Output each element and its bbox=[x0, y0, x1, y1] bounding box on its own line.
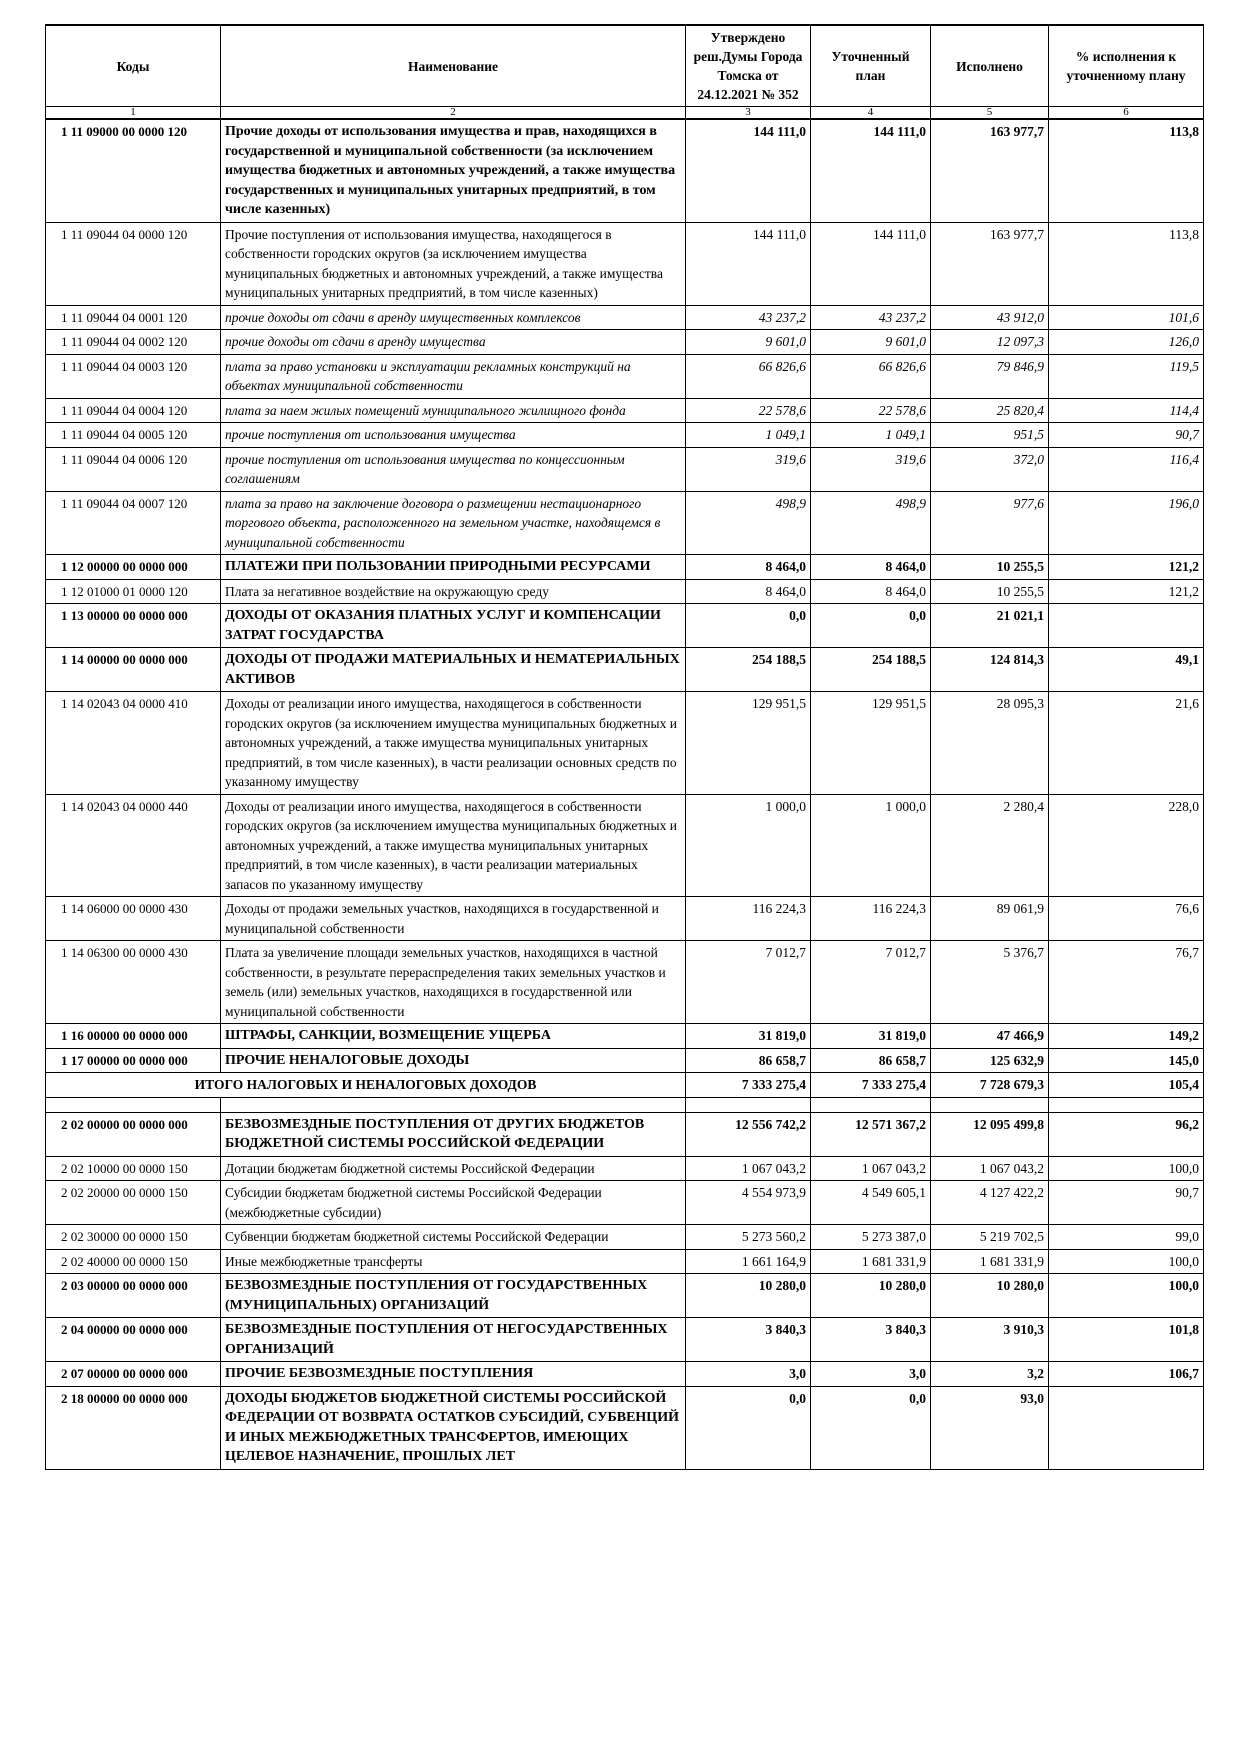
row-name: БЕЗВОЗМЕЗДНЫЕ ПОСТУПЛЕНИЯ ОТ ГОСУДАРСТВЕННЫХ (МУНИЦИПАЛЬНЫХ) ОРГАНИЗАЦИЙ bbox=[221, 1274, 686, 1318]
row-code: 1 14 06000 00 0000 430 bbox=[46, 897, 221, 941]
row-plan: 1 067 043,2 bbox=[811, 1156, 931, 1181]
row-code: 2 02 10000 00 0000 150 bbox=[46, 1156, 221, 1181]
row-approved: 66 826,6 bbox=[686, 354, 811, 398]
row-code: 2 02 00000 00 0000 000 bbox=[46, 1112, 221, 1156]
row-approved: 498,9 bbox=[686, 491, 811, 555]
row-plan: 8 464,0 bbox=[811, 579, 931, 604]
row-percent: 100,0 bbox=[1049, 1249, 1204, 1274]
row-approved: 12 556 742,2 bbox=[686, 1112, 811, 1156]
row-code: 2 02 40000 00 0000 150 bbox=[46, 1249, 221, 1274]
row-code: 1 11 09044 04 0003 120 bbox=[46, 354, 221, 398]
row-percent: 149,2 bbox=[1049, 1024, 1204, 1049]
row-percent: 90,7 bbox=[1049, 1181, 1204, 1225]
column-number: 6 bbox=[1049, 107, 1204, 120]
row-plan: 1 681 331,9 bbox=[811, 1249, 931, 1274]
row-plan: 0,0 bbox=[811, 1386, 931, 1469]
row-percent: 49,1 bbox=[1049, 648, 1204, 692]
row-executed: 10 255,5 bbox=[931, 579, 1049, 604]
table-row bbox=[46, 604, 1204, 648]
row-executed: 12 095 499,8 bbox=[931, 1112, 1049, 1156]
table-row bbox=[46, 354, 1204, 398]
row-plan: 0,0 bbox=[811, 604, 931, 648]
row-approved: 3 840,3 bbox=[686, 1318, 811, 1362]
row-executed: 21 021,1 bbox=[931, 604, 1049, 648]
column-number: 3 bbox=[686, 107, 811, 120]
row-code: 1 14 02043 04 0000 410 bbox=[46, 692, 221, 795]
spacer-cell bbox=[46, 1097, 221, 1112]
table-row bbox=[46, 648, 1204, 692]
row-executed: 43 912,0 bbox=[931, 305, 1049, 330]
row-approved: 1 661 164,9 bbox=[686, 1249, 811, 1274]
row-percent: 113,8 bbox=[1049, 222, 1204, 305]
row-name: Иные межбюджетные трансферты bbox=[221, 1249, 686, 1274]
row-approved: 4 554 973,9 bbox=[686, 1181, 811, 1225]
row-name: плата за наем жилых помещений муниципального жилищного фонда bbox=[221, 398, 686, 423]
row-name: прочие поступления от использования имущества по концессионным соглашениям bbox=[221, 447, 686, 491]
row-approved: 31 819,0 bbox=[686, 1024, 811, 1049]
header-codes: Коды bbox=[46, 25, 221, 107]
row-percent: 113,8 bbox=[1049, 119, 1204, 222]
table-row bbox=[46, 1048, 1204, 1073]
row-executed: 1 681 331,9 bbox=[931, 1249, 1049, 1274]
row-executed: 977,6 bbox=[931, 491, 1049, 555]
table-row bbox=[46, 579, 1204, 604]
row-approved: 1 000,0 bbox=[686, 794, 811, 897]
row-executed: 372,0 bbox=[931, 447, 1049, 491]
row-code: 1 11 09044 04 0001 120 bbox=[46, 305, 221, 330]
row-plan: 3,0 bbox=[811, 1362, 931, 1387]
row-code: 2 02 20000 00 0000 150 bbox=[46, 1181, 221, 1225]
row-approved: 22 578,6 bbox=[686, 398, 811, 423]
row-approved: 7 012,7 bbox=[686, 941, 811, 1024]
row-plan: 129 951,5 bbox=[811, 692, 931, 795]
table-row bbox=[46, 692, 1204, 795]
row-name: БЕЗВОЗМЕЗДНЫЕ ПОСТУПЛЕНИЯ ОТ НЕГОСУДАРСТВЕННЫХ ОРГАНИЗАЦИЙ bbox=[221, 1318, 686, 1362]
row-code: 2 18 00000 00 0000 000 bbox=[46, 1386, 221, 1469]
row-approved: 3,0 bbox=[686, 1362, 811, 1387]
table-row bbox=[46, 330, 1204, 355]
row-plan: 144 111,0 bbox=[811, 119, 931, 222]
row-name: плата за право установки и эксплуатации рекламных конструкций на объектах муниципальной собственности bbox=[221, 354, 686, 398]
row-plan: 5 273 387,0 bbox=[811, 1225, 931, 1250]
table-row bbox=[46, 1225, 1204, 1250]
row-code: 1 14 02043 04 0000 440 bbox=[46, 794, 221, 897]
row-name: БЕЗВОЗМЕЗДНЫЕ ПОСТУПЛЕНИЯ ОТ ДРУГИХ БЮДЖЕТОВ БЮДЖЕТНОЙ СИСТЕМЫ РОССИЙСКОЙ ФЕДЕРАЦИИ bbox=[221, 1112, 686, 1156]
row-approved: 0,0 bbox=[686, 1386, 811, 1469]
spacer-cell bbox=[931, 1097, 1049, 1112]
table-row bbox=[46, 1274, 1204, 1318]
row-code: 1 12 01000 01 0000 120 bbox=[46, 579, 221, 604]
row-executed: 1 067 043,2 bbox=[931, 1156, 1049, 1181]
column-number-row bbox=[46, 107, 1204, 120]
table-body bbox=[46, 119, 1204, 1469]
row-plan: 1 000,0 bbox=[811, 794, 931, 897]
row-percent: 90,7 bbox=[1049, 423, 1204, 448]
row-code: 1 11 09044 04 0006 120 bbox=[46, 447, 221, 491]
row-approved: 116 224,3 bbox=[686, 897, 811, 941]
table-row bbox=[46, 423, 1204, 448]
row-name: ПРОЧИЕ БЕЗВОЗМЕЗДНЫЕ ПОСТУПЛЕНИЯ bbox=[221, 1362, 686, 1387]
row-executed: 89 061,9 bbox=[931, 897, 1049, 941]
row-approved: 319,6 bbox=[686, 447, 811, 491]
row-plan: 66 826,6 bbox=[811, 354, 931, 398]
row-executed: 163 977,7 bbox=[931, 119, 1049, 222]
row-name: Прочие поступления от использования имущества, находящегося в собственности городских округов (за исключением имущества муниципальных бюджетных и автономных учреждений, а также имущества муниципальных унитарных предприятий, в том числе казенных) bbox=[221, 222, 686, 305]
row-percent: 106,7 bbox=[1049, 1362, 1204, 1387]
row-name: ПРОЧИЕ НЕНАЛОГОВЫЕ ДОХОДЫ bbox=[221, 1048, 686, 1073]
row-code: 1 12 00000 00 0000 000 bbox=[46, 555, 221, 580]
row-name: Доходы от реализации иного имущества, находящегося в собственности городских округов (за исключением имущества муниципальных бюджетных и автономных учреждений, а также имущества муниципальных унитарных предприятий, в том числе казенных), в части реализации материальных запасов по указанному имуществу bbox=[221, 794, 686, 897]
row-name: Плата за негативное воздействие на окружающую среду bbox=[221, 579, 686, 604]
row-code: 1 11 09044 04 0004 120 bbox=[46, 398, 221, 423]
spacer-cell bbox=[811, 1097, 931, 1112]
row-approved: 10 280,0 bbox=[686, 1274, 811, 1318]
row-plan: 498,9 bbox=[811, 491, 931, 555]
row-percent: 76,7 bbox=[1049, 941, 1204, 1024]
row-code: 1 13 00000 00 0000 000 bbox=[46, 604, 221, 648]
row-code: 1 11 09044 04 0007 120 bbox=[46, 491, 221, 555]
row-name: плата за право на заключение договора о размещении нестационарного торгового объекта, расположенного на земельном участке, находящемся в муниципальной собственности bbox=[221, 491, 686, 555]
row-approved: 9 601,0 bbox=[686, 330, 811, 355]
row-executed: 93,0 bbox=[931, 1386, 1049, 1469]
row-name: Прочие доходы от использования имущества и прав, находящихся в государственной и муниципальной собственности (за исключением имущества бюджетных и автономных учреждений, а также имущества государственных и муниципальных унитарных предприятий, в том числе казенных) bbox=[221, 119, 686, 222]
row-code: 1 11 09044 04 0002 120 bbox=[46, 330, 221, 355]
row-plan: 116 224,3 bbox=[811, 897, 931, 941]
row-plan: 43 237,2 bbox=[811, 305, 931, 330]
table-row bbox=[46, 1073, 1204, 1098]
table-row bbox=[46, 941, 1204, 1024]
table-row bbox=[46, 794, 1204, 897]
row-name: Субсидии бюджетам бюджетной системы Российской Федерации (межбюджетные субсидии) bbox=[221, 1181, 686, 1225]
row-percent: 119,5 bbox=[1049, 354, 1204, 398]
header-approved: Утверждено реш.Думы Города Томска от 24.12.2021 № 352 bbox=[686, 25, 811, 107]
row-name: Доходы от реализации иного имущества, находящегося в собственности городских округов (за исключением имущества муниципальных бюджетных и автономных учреждений, а также имущества муниципальных унитарных предприятий, в том числе казенных), в части реализации основных средств по указанному имуществу bbox=[221, 692, 686, 795]
row-code: 1 11 09044 04 0000 120 bbox=[46, 222, 221, 305]
row-approved: 0,0 bbox=[686, 604, 811, 648]
row-executed: 7 728 679,3 bbox=[931, 1073, 1049, 1098]
row-approved: 5 273 560,2 bbox=[686, 1225, 811, 1250]
row-name: ДОХОДЫ ОТ ПРОДАЖИ МАТЕРИАЛЬНЫХ И НЕМАТЕРИАЛЬНЫХ АКТИВОВ bbox=[221, 648, 686, 692]
row-plan: 254 188,5 bbox=[811, 648, 931, 692]
table-row bbox=[46, 1181, 1204, 1225]
row-percent: 145,0 bbox=[1049, 1048, 1204, 1073]
row-executed: 2 280,4 bbox=[931, 794, 1049, 897]
row-plan: 9 601,0 bbox=[811, 330, 931, 355]
row-plan: 7 333 275,4 bbox=[811, 1073, 931, 1098]
row-name: Дотации бюджетам бюджетной системы Российской Федерации bbox=[221, 1156, 686, 1181]
total-label: ИТОГО НАЛОГОВЫХ И НЕНАЛОГОВЫХ ДОХОДОВ bbox=[46, 1073, 686, 1098]
row-name: прочие поступления от использования имущества bbox=[221, 423, 686, 448]
row-plan: 8 464,0 bbox=[811, 555, 931, 580]
row-executed: 124 814,3 bbox=[931, 648, 1049, 692]
row-percent: 99,0 bbox=[1049, 1225, 1204, 1250]
row-executed: 10 255,5 bbox=[931, 555, 1049, 580]
row-plan: 1 049,1 bbox=[811, 423, 931, 448]
row-approved: 8 464,0 bbox=[686, 555, 811, 580]
row-code: 2 07 00000 00 0000 000 bbox=[46, 1362, 221, 1387]
row-executed: 5 376,7 bbox=[931, 941, 1049, 1024]
table-row bbox=[46, 222, 1204, 305]
table-row bbox=[46, 119, 1204, 222]
spacer-cell bbox=[686, 1097, 811, 1112]
row-approved: 1 049,1 bbox=[686, 423, 811, 448]
table-row bbox=[46, 1318, 1204, 1362]
row-executed: 125 632,9 bbox=[931, 1048, 1049, 1073]
row-plan: 22 578,6 bbox=[811, 398, 931, 423]
row-name: ШТРАФЫ, САНКЦИИ, ВОЗМЕЩЕНИЕ УЩЕРБА bbox=[221, 1024, 686, 1049]
column-number: 5 bbox=[931, 107, 1049, 120]
row-plan: 144 111,0 bbox=[811, 222, 931, 305]
table-row bbox=[46, 447, 1204, 491]
row-name: прочие доходы от сдачи в аренду имущества bbox=[221, 330, 686, 355]
header-name: Наименование bbox=[221, 25, 686, 107]
row-approved: 144 111,0 bbox=[686, 119, 811, 222]
revenue-table bbox=[45, 24, 1204, 1470]
row-executed: 163 977,7 bbox=[931, 222, 1049, 305]
table-row bbox=[46, 1249, 1204, 1274]
row-name: прочие доходы от сдачи в аренду имущественных комплексов bbox=[221, 305, 686, 330]
row-percent bbox=[1049, 1386, 1204, 1469]
header-executed: Исполнено bbox=[931, 25, 1049, 107]
row-executed: 10 280,0 bbox=[931, 1274, 1049, 1318]
row-name: ПЛАТЕЖИ ПРИ ПОЛЬЗОВАНИИ ПРИРОДНЫМИ РЕСУРСАМИ bbox=[221, 555, 686, 580]
spacer-cell bbox=[1049, 1097, 1204, 1112]
row-approved: 7 333 275,4 bbox=[686, 1073, 811, 1098]
document-page bbox=[45, 24, 1203, 1470]
row-plan: 10 280,0 bbox=[811, 1274, 931, 1318]
row-code: 2 03 00000 00 0000 000 bbox=[46, 1274, 221, 1318]
row-executed: 47 466,9 bbox=[931, 1024, 1049, 1049]
row-code: 2 04 00000 00 0000 000 bbox=[46, 1318, 221, 1362]
row-approved: 144 111,0 bbox=[686, 222, 811, 305]
row-percent: 96,2 bbox=[1049, 1112, 1204, 1156]
row-executed: 12 097,3 bbox=[931, 330, 1049, 355]
table-row bbox=[46, 491, 1204, 555]
row-approved: 8 464,0 bbox=[686, 579, 811, 604]
row-code: 2 02 30000 00 0000 150 bbox=[46, 1225, 221, 1250]
row-code: 1 11 09000 00 0000 120 bbox=[46, 119, 221, 222]
row-percent: 126,0 bbox=[1049, 330, 1204, 355]
row-executed: 3 910,3 bbox=[931, 1318, 1049, 1362]
table-row bbox=[46, 1097, 1204, 1112]
row-percent: 105,4 bbox=[1049, 1073, 1204, 1098]
header-row bbox=[46, 25, 1204, 107]
row-percent: 100,0 bbox=[1049, 1274, 1204, 1318]
table-row bbox=[46, 1156, 1204, 1181]
table-row bbox=[46, 897, 1204, 941]
row-plan: 12 571 367,2 bbox=[811, 1112, 931, 1156]
row-executed: 5 219 702,5 bbox=[931, 1225, 1049, 1250]
header-plan: Уточненный план bbox=[811, 25, 931, 107]
row-plan: 3 840,3 bbox=[811, 1318, 931, 1362]
row-name: Плата за увеличение площади земельных участков, находящихся в частной собственности, в результате перераспределения таких земельных участков и земель (или) земельных участков, находящихся в государственной или муниципальной собственности bbox=[221, 941, 686, 1024]
table-row bbox=[46, 1024, 1204, 1049]
column-number: 1 bbox=[46, 107, 221, 120]
table-row bbox=[46, 1362, 1204, 1387]
spacer-cell bbox=[221, 1097, 686, 1112]
row-name: ДОХОДЫ БЮДЖЕТОВ БЮДЖЕТНОЙ СИСТЕМЫ РОССИЙСКОЙ ФЕДЕРАЦИИ ОТ ВОЗВРАТА ОСТАТКОВ СУБСИДИЙ, СУБВЕНЦИЙ И ИНЫХ МЕЖБЮДЖЕТНЫХ ТРАНСФЕРТОВ, ИМЕЮЩИХ ЦЕЛЕВОЕ НАЗНАЧЕНИЕ, ПРОШЛЫХ ЛЕТ bbox=[221, 1386, 686, 1469]
row-plan: 7 012,7 bbox=[811, 941, 931, 1024]
row-executed: 25 820,4 bbox=[931, 398, 1049, 423]
row-approved: 129 951,5 bbox=[686, 692, 811, 795]
row-code: 1 14 00000 00 0000 000 bbox=[46, 648, 221, 692]
row-plan: 31 819,0 bbox=[811, 1024, 931, 1049]
row-name: Субвенции бюджетам бюджетной системы Российской Федерации bbox=[221, 1225, 686, 1250]
row-percent bbox=[1049, 604, 1204, 648]
row-percent: 196,0 bbox=[1049, 491, 1204, 555]
row-plan: 319,6 bbox=[811, 447, 931, 491]
header-percent: % исполнения к уточненному плану bbox=[1049, 25, 1204, 107]
table-row bbox=[46, 1386, 1204, 1469]
row-plan: 86 658,7 bbox=[811, 1048, 931, 1073]
row-plan: 4 549 605,1 bbox=[811, 1181, 931, 1225]
row-percent: 100,0 bbox=[1049, 1156, 1204, 1181]
row-name: ДОХОДЫ ОТ ОКАЗАНИЯ ПЛАТНЫХ УСЛУГ И КОМПЕНСАЦИИ ЗАТРАТ ГОСУДАРСТВА bbox=[221, 604, 686, 648]
row-percent: 121,2 bbox=[1049, 555, 1204, 580]
row-percent: 101,6 bbox=[1049, 305, 1204, 330]
table-row bbox=[46, 398, 1204, 423]
row-percent: 114,4 bbox=[1049, 398, 1204, 423]
row-executed: 3,2 bbox=[931, 1362, 1049, 1387]
row-percent: 228,0 bbox=[1049, 794, 1204, 897]
row-code: 1 17 00000 00 0000 000 bbox=[46, 1048, 221, 1073]
row-percent: 121,2 bbox=[1049, 579, 1204, 604]
row-code: 1 16 00000 00 0000 000 bbox=[46, 1024, 221, 1049]
row-percent: 21,6 bbox=[1049, 692, 1204, 795]
row-approved: 1 067 043,2 bbox=[686, 1156, 811, 1181]
table-row bbox=[46, 555, 1204, 580]
row-executed: 28 095,3 bbox=[931, 692, 1049, 795]
row-percent: 116,4 bbox=[1049, 447, 1204, 491]
row-code: 1 14 06300 00 0000 430 bbox=[46, 941, 221, 1024]
row-name: Доходы от продажи земельных участков, находящихся в государственной и муниципальной собственности bbox=[221, 897, 686, 941]
row-executed: 951,5 bbox=[931, 423, 1049, 448]
column-number: 2 bbox=[221, 107, 686, 120]
table-row bbox=[46, 1112, 1204, 1156]
row-approved: 43 237,2 bbox=[686, 305, 811, 330]
row-approved: 254 188,5 bbox=[686, 648, 811, 692]
row-percent: 101,8 bbox=[1049, 1318, 1204, 1362]
row-code: 1 11 09044 04 0005 120 bbox=[46, 423, 221, 448]
row-executed: 4 127 422,2 bbox=[931, 1181, 1049, 1225]
table-row bbox=[46, 305, 1204, 330]
row-executed: 79 846,9 bbox=[931, 354, 1049, 398]
row-percent: 76,6 bbox=[1049, 897, 1204, 941]
row-approved: 86 658,7 bbox=[686, 1048, 811, 1073]
column-number: 4 bbox=[811, 107, 931, 120]
